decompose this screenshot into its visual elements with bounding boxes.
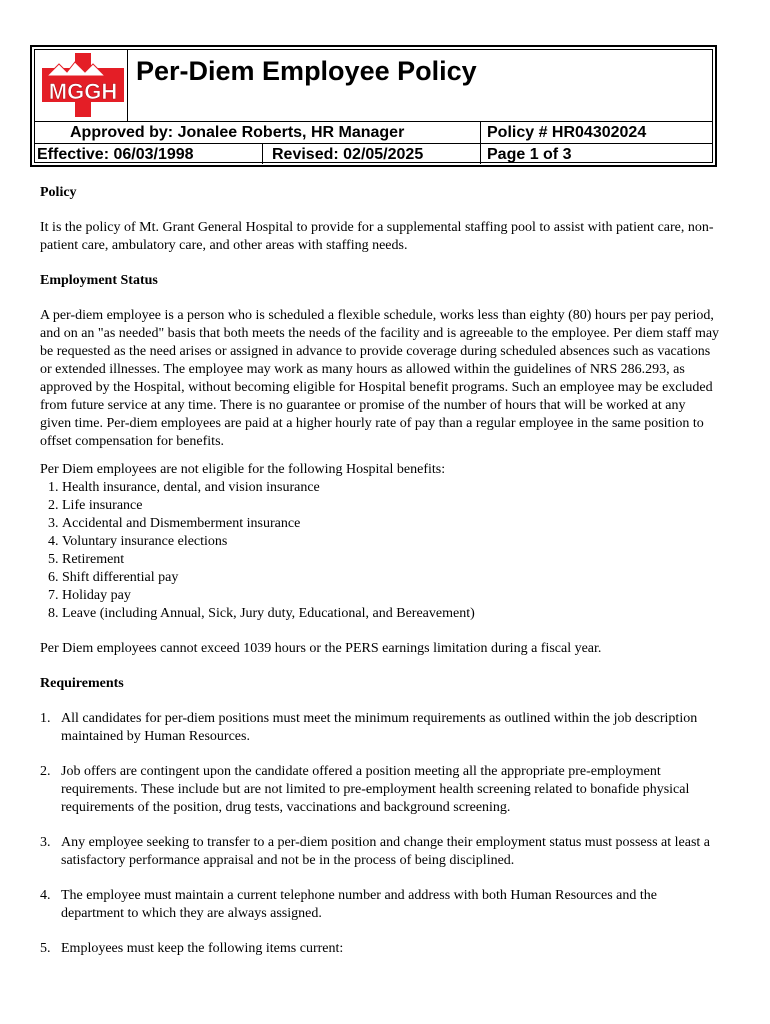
header-divider-1 (35, 121, 712, 122)
policy-text: It is the policy of Mt. Grant General Hospital to provide for a supplemental staffing pool to assist with patient care, non-patient care, ambulatory care, and other areas with staffing needs. (40, 220, 714, 253)
requirement-item (40, 940, 720, 958)
hospital-logo-icon (35, 50, 127, 121)
list-item: 1. Health insurance, dental, and vision insurance (62, 479, 720, 497)
header-col-divider-2 (262, 143, 263, 164)
requirement-number: 5. (40, 941, 51, 956)
section-heading-employment-status: Employment Status (40, 273, 158, 288)
policy-header (30, 45, 717, 167)
effective-date: Effective: 06/03/1998 (37, 146, 194, 163)
hospital-logo (35, 50, 128, 121)
list-item: 4. Voluntary insurance elections (62, 533, 720, 551)
list-item: 8. Leave (including Annual, Sick, Jury duty, Educational, and Bereavement) (62, 605, 720, 623)
revised-date: Revised: 02/05/2025 (272, 146, 424, 163)
section-heading-policy: Policy (40, 185, 77, 200)
header-divider-2 (35, 143, 712, 144)
requirement-number: 4. (40, 888, 51, 903)
approved-by: Approved by: Jonalee Roberts, HR Manager (70, 124, 405, 141)
list-item: 7. Holiday pay (62, 587, 720, 605)
list-item: 5. Retirement (62, 551, 720, 569)
requirement-item (40, 834, 720, 870)
hours-limit-text: Per Diem employees cannot exceed 1039 hours or the PERS earnings limitation during a fiscal year. (40, 641, 602, 656)
policy-body (40, 184, 720, 975)
requirement-number: 1. (40, 711, 51, 726)
logo-text: MGGH (48, 79, 118, 104)
requirement-text: Job offers are contingent upon the candidate offered a position meeting all the appropriate pre-employment requirements. These include but are not limited to pre-employment health screening related to bonafide physical requirements of the position, drug tests, vaccinations and background screening. (61, 764, 690, 815)
requirement-text: Employees must keep the following items current: (61, 941, 344, 956)
requirement-text: The employee must maintain a current telephone number and address with both Human Resources and the department to which they are always assigned. (61, 888, 657, 921)
requirement-item (40, 887, 720, 923)
section-heading-requirements: Requirements (40, 676, 124, 691)
list-item: 3. Accidental and Dismemberment insurance (62, 515, 720, 533)
page-number: Page 1 of 3 (487, 146, 572, 163)
list-item: 2. Life insurance (62, 497, 720, 515)
employment-status-text: A per-diem employee is a person who is scheduled a flexible schedule, works less than eighty (80) hours per pay period, and on an "as needed" basis that both meets the needs of the facility and is agreeable to the employee. Per diem staff may be requested as the need arises or assigned in advance to provide coverage during scheduled absences such as vacations or extended illnesses. The employee may work as many hours as allowed within the guidelines of NRS 286.293, as approved by the Hospital, without becoming eligible for Hospital benefit programs. Such an employee may be excluded from future service at any time. There is no guarantee or promise of the number of hours that will be worked at any given time. Per-diem employees are paid at a higher hourly rate of pay than a regular employee in the same position to offset compensation for benefits. (40, 308, 720, 449)
requirement-number: 2. (40, 764, 51, 779)
requirement-number: 3. (40, 835, 51, 850)
requirement-text: Any employee seeking to transfer to a per-diem position and change their employment status must possess at least a satisfactory performance appraisal and not be in the process of being disciplined. (61, 835, 711, 868)
requirement-item (40, 763, 720, 817)
policy-number: Policy # HR04302024 (487, 124, 647, 141)
benefits-intro: Per Diem employees are not eligible for the following Hospital benefits: (40, 462, 446, 477)
benefits-list (40, 479, 720, 623)
list-item: 6. Shift differential pay (62, 569, 720, 587)
requirement-item (40, 710, 720, 746)
header-col-divider (480, 121, 481, 164)
requirement-text: All candidates for per-diem positions must meet the minimum requirements as outlined within the job description maintained by Human Resources. (61, 711, 698, 744)
page-title: Per-Diem Employee Policy (136, 56, 477, 86)
